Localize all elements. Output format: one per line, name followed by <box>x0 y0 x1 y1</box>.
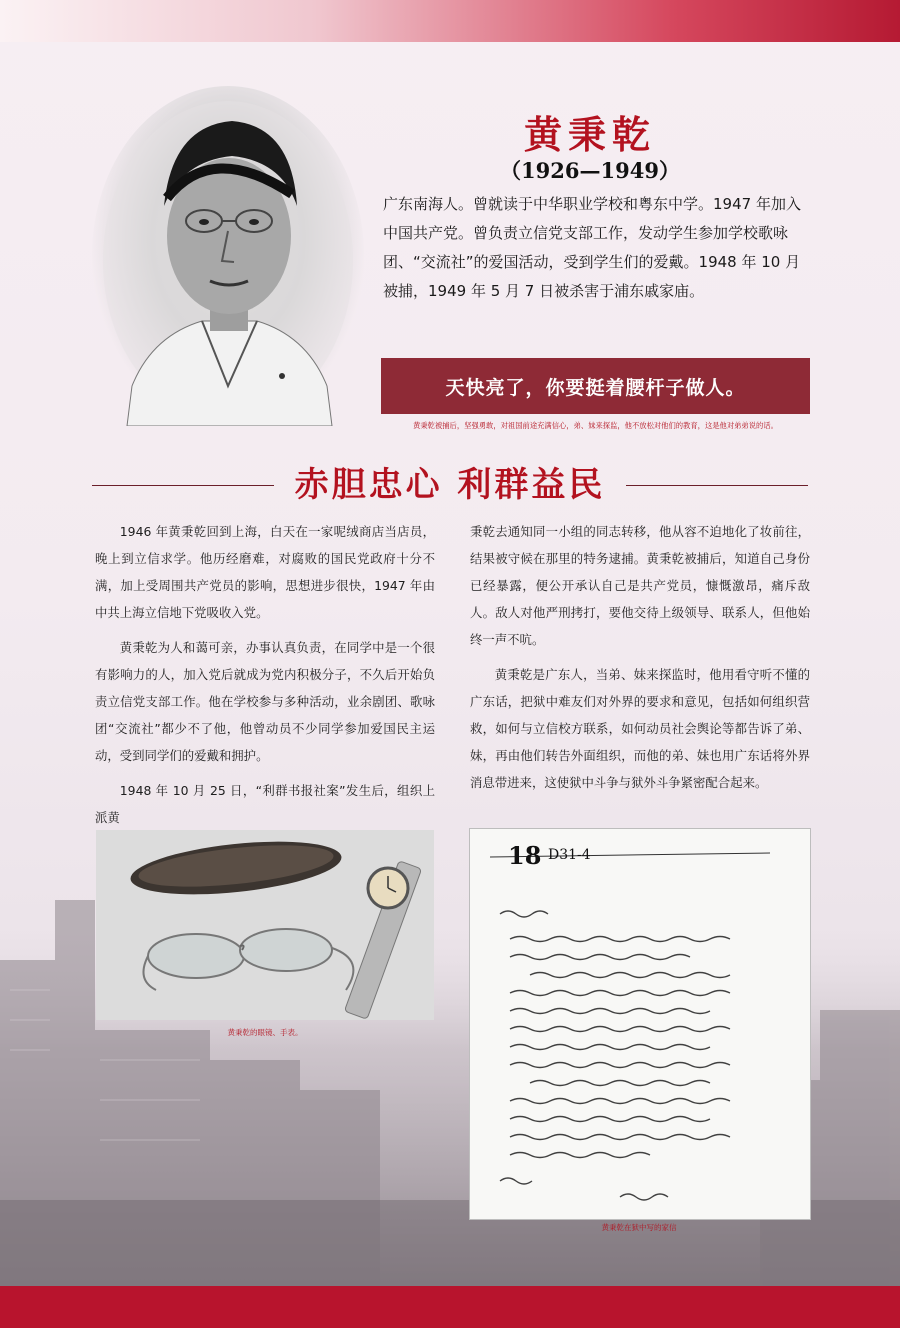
article-paragraph: 秉乾去通知同一小组的同志转移，他从容不迫地化了妆前往，结果被守候在那里的特务逮捕。黄秉乾被捕后，知道自己身份已经暴露，便公开承认自己是共产党员，慷慨激昂，痛斥敌人。敌人对他严刑拷打，要他交待上级领导、联系人，但他始终一声不吭。 <box>470 524 810 647</box>
letter-code: D31-4 <box>548 847 591 863</box>
letter-number: 18 <box>508 841 542 870</box>
person-years: （1926—1949） <box>500 158 680 183</box>
person-name: 黄秉乾 <box>523 112 656 157</box>
glasses-watch-illustration <box>96 830 434 1020</box>
handwriting-illustration <box>470 829 810 1219</box>
portrait-photo <box>92 86 364 426</box>
section-title: 赤胆忠心 利群益民 <box>294 465 606 505</box>
quote-text: 天快亮了，你要挺着腰杆子做人。 <box>445 376 746 399</box>
article-column-right <box>470 518 810 796</box>
quote-box <box>381 358 810 414</box>
bottom-decorative-band <box>0 1286 900 1328</box>
article-paragraph: 1948 年 10 月 25 日，“利群书报社案”发生后，组织上派黄 <box>95 783 435 825</box>
section-heading <box>92 462 808 508</box>
letter-photo <box>469 828 811 1220</box>
quote-caption: 黄秉乾被捕后，坚强勇敢，对祖国前途充满信心，弟、妹来探监，他不放松对他们的教育，这是他对弟弟说的话。 <box>413 421 778 430</box>
article-paragraph: 黄秉乾为人和蔼可亲，办事认真负责，在同学中是一个很有影响力的人，加入党后就成为党内积极分子，不久后开始负责立信党支部工作。他在学校参与多种活动，业余剧团、歌咏团“交流社”都少不了他，他曾动员不少同学参加爱国民主运动，受到同学们的爱戴和拥护。 <box>95 640 435 763</box>
person-bio: 广东南海人。曾就读于中华职业学校和粤东中学。1947 年加入中国共产党。曾负责立信党支部工作，发动学生参加学校歌咏团、“交流社”的爱国活动，受到学生们的爱戴。1948 年 10 月被捕，1949 年 5 月 7 日被杀害于浦东戚家庙。 <box>383 195 801 300</box>
letter-photo-caption: 黄秉乾在狱中写的家信 <box>601 1223 677 1232</box>
article-paragraph: 黄秉乾是广东人，当弟、妹来探监时，他用看守听不懂的广东话，把狱中难友们对外界的要求和意见，包括如何组织营救，如何与立信校方联系，如何动员社会舆论等都告诉了弟、妹，再由他们转告外面组织，而他的弟、妹也用广东话将外界消息带进来，这使狱中斗争与狱外斗争紧密配合起来。 <box>470 667 810 790</box>
article-column-left <box>95 518 435 831</box>
portrait-illustration <box>92 86 364 426</box>
top-decorative-band <box>0 0 900 42</box>
article-paragraph: 1946 年黄秉乾回到上海，白天在一家呢绒商店当店员，晚上到立信求学。他历经磨难，对腐败的国民党政府十分不满，加上受周围共产党员的影响，思想进步很快，1947 年由中共上海立信地下党吸收入党。 <box>95 524 435 620</box>
heading-divider-left <box>92 485 274 486</box>
glasses-watch-photo <box>96 830 434 1020</box>
heading-divider-right <box>626 485 808 486</box>
glasses-photo-caption: 黄秉乾的眼镜、手表。 <box>227 1028 303 1037</box>
